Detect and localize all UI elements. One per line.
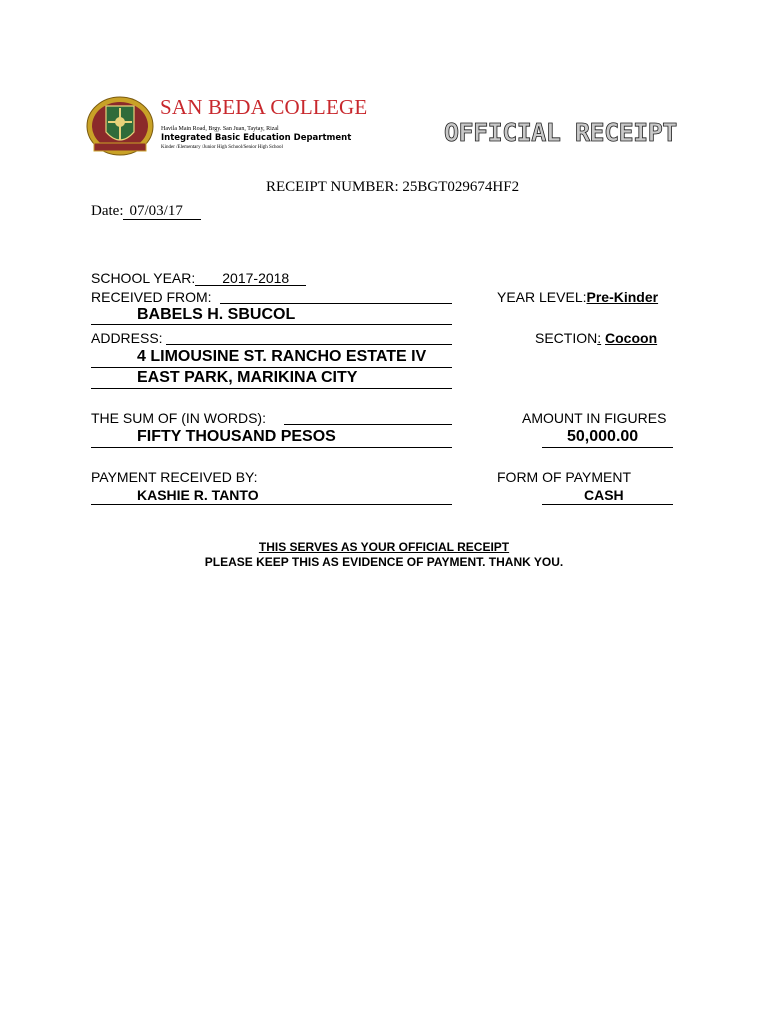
address-line-2: EAST PARK, MARIKINA CITY (137, 369, 358, 386)
amount-label: AMOUNT IN FIGURES (522, 410, 667, 426)
sum-label-line (284, 424, 452, 425)
footer-line-2: PLEASE KEEP THIS AS EVIDENCE OF PAYMENT. THANK YOU. (204, 555, 564, 569)
year-level-value: Pre-Kinder (586, 289, 659, 305)
payment-by-label: PAYMENT RECEIVED BY: (91, 469, 258, 485)
school-year-value: 2017-2018 (195, 271, 306, 286)
year-level-row (497, 289, 658, 305)
received-from-line (220, 303, 452, 304)
year-level-label: YEAR LEVEL: (497, 289, 587, 305)
payment-by-line (91, 504, 452, 505)
school-year-row (91, 270, 306, 286)
amount-value: 50,000.00 (567, 428, 639, 445)
address-line-1-underline (91, 367, 452, 368)
school-seal-logo (86, 96, 154, 156)
section-row (535, 330, 657, 346)
school-name: SAN BEDA COLLEGE (160, 95, 368, 119)
amount-value-line (542, 447, 673, 448)
form-of-payment-label: FORM OF PAYMENT (497, 469, 632, 485)
date-row (91, 203, 201, 220)
section-label: SECTION (535, 330, 598, 346)
sum-label: THE SUM OF (IN WORDS): (91, 410, 266, 426)
received-from-label: RECEIVED FROM: (91, 289, 212, 305)
section-value: Cocoon (605, 330, 658, 346)
department-name: Integrated Basic Education Department (161, 133, 352, 143)
receipt-number: RECEIPT NUMBER: 25BGT029674HF2 (266, 179, 520, 195)
address-line-2-underline (91, 388, 452, 389)
date-value: 07/03/17 (123, 204, 200, 220)
address-label-line (166, 344, 452, 345)
section-colon: : (597, 330, 602, 346)
sum-in-words-value: FIFTY THOUSAND PESOS (137, 428, 336, 445)
school-year-label: SCHOOL YEAR: (91, 270, 196, 286)
received-from-value-line (91, 324, 452, 325)
address-line-1: 4 LIMOUSINE ST. RANCHO ESTATE IV (137, 348, 427, 365)
school-levels: Kinder /Elementary /Junior High School/Senior High School (161, 145, 283, 150)
receipt-title: OFFICIAL RECEIPT (444, 118, 677, 147)
footer-note-1 (0, 540, 768, 554)
school-address: Havila Main Road, Brgy. San Juan, Taytay, Rizal (161, 126, 279, 132)
sum-value-line (91, 447, 452, 448)
payment-by-value: KASHIE R. TANTO (137, 487, 259, 503)
date-label: Date: (91, 203, 124, 219)
address-label: ADDRESS: (91, 330, 163, 346)
received-from-value: BABELS H. SBUCOL (137, 306, 296, 323)
footer-line-1: THIS SERVES AS YOUR OFFICIAL RECEIPT (258, 540, 510, 554)
form-of-payment-line (542, 504, 673, 505)
form-of-payment-value: CASH (584, 487, 624, 503)
